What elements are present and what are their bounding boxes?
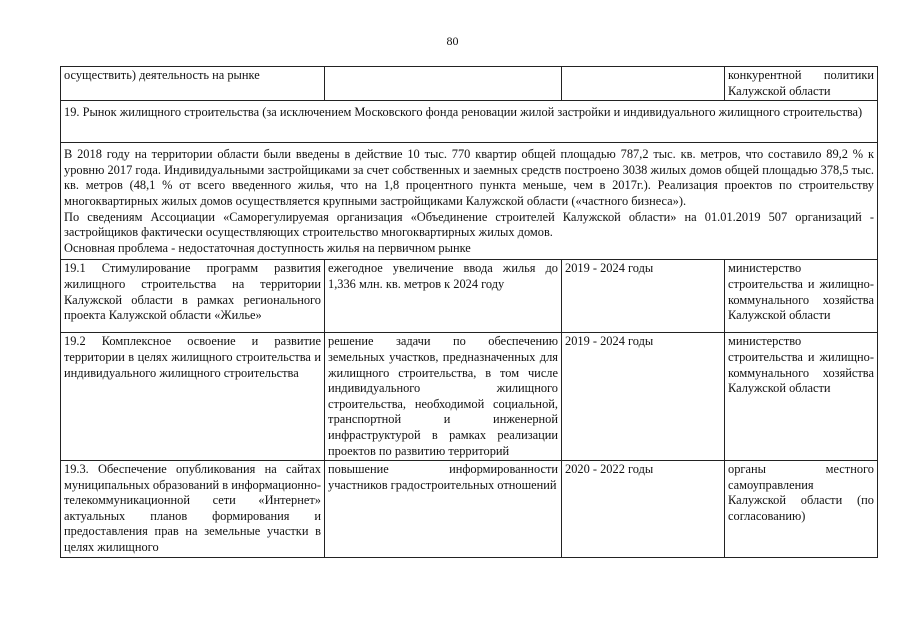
- section-title: 19. Рынок жилищного строительства (за исключением Московского фонда реновации жилой застройки и индивидуального жилищного строительства): [61, 101, 878, 143]
- description-row: [61, 143, 878, 260]
- table-row: [61, 461, 878, 558]
- table-row: [61, 260, 878, 333]
- description-paragraph: По сведениям Ассоциации «Саморегулируемая организация «Объединение строителей Калужской области» на 01.01.2019 507 организаций - застройщиков фактически осуществляющих строительство многоквартирных жилых домов.: [64, 209, 874, 240]
- table-cell-measure: 19.1 Стимулирование программ развития жилищного строительства на территории Калужской области в рамках регионального проекта Калужской области «Жилье»: [61, 260, 325, 333]
- measures-table: [60, 66, 878, 558]
- table-cell-period: 2019 - 2024 годы: [562, 333, 725, 461]
- page-number: 80: [446, 34, 459, 48]
- description-paragraph: Основная проблема - недостаточная доступность жилья на первичном рынке: [64, 240, 471, 255]
- table-row: [61, 333, 878, 461]
- table-cell-result: ежегодное увеличение ввода жилья до 1,336 млн. кв. метров к 2024 году: [325, 260, 562, 333]
- table-cell-result: повышение информированности участников градостроительных отношений: [325, 461, 562, 558]
- section-title-row: [61, 101, 878, 143]
- table-cell-measure: осуществить) деятельность на рынке: [61, 67, 325, 101]
- table-cell-result: решение задачи по обеспечению земельных участков, предназначенных для жилищного строительства, в том числе индивидуального жилищного строительства, необходимой социальной, транспортной и инженерной инфраструктурой в рамках реализации проектов по развитию территорий: [325, 333, 562, 461]
- table-cell-measure: 19.2 Комплексное освоение и развитие территории в целях жилищного строительства и индивидуального жилищного строительства: [61, 333, 325, 461]
- table-cell-period: [562, 67, 725, 101]
- table-cell-executor: министерство строительства и жилищно-коммунального хозяйства Калужской области: [725, 260, 878, 333]
- table-cell-result: [325, 67, 562, 101]
- table-cell-executor: органы местного самоуправления Калужской области (по согласованию): [725, 461, 878, 558]
- section-description: [61, 143, 878, 260]
- table-row: [61, 67, 878, 101]
- table-cell-executor: конкурентной политики Калужской области: [725, 67, 878, 101]
- table-cell-executor: министерство строительства и жилищно-коммунального хозяйства Калужской области: [725, 333, 878, 461]
- table-cell-period: 2020 - 2022 годы: [562, 461, 725, 558]
- description-paragraph: В 2018 году на территории области были введены в действие 10 тыс. 770 квартир общей площадью 787,2 тыс. кв. метров, что составило 89,2 % к уровню 2017 года. Индивидуальными застройщиками за счет собственных и заемных средств построено 3038 жилых домов общей площадью 378,5 тыс. кв. метров (48,1 % от всего введенного жилья, что на 1,8 процентного пункта меньше, чем в 2017г.). Реализация проектов по строительству многоквартирных жилых домов осуществляется крупными застройщиками Калужской области («частного бизнеса»).: [64, 147, 874, 208]
- table-cell-period: 2019 - 2024 годы: [562, 260, 725, 333]
- table-cell-measure: 19.3. Обеспечение опубликования на сайтах муниципальных образований в информационно-телекоммуникационной сети «Интернет» актуальных планов формирования и предоставления прав на земельные участки в целях жилищного: [61, 461, 325, 558]
